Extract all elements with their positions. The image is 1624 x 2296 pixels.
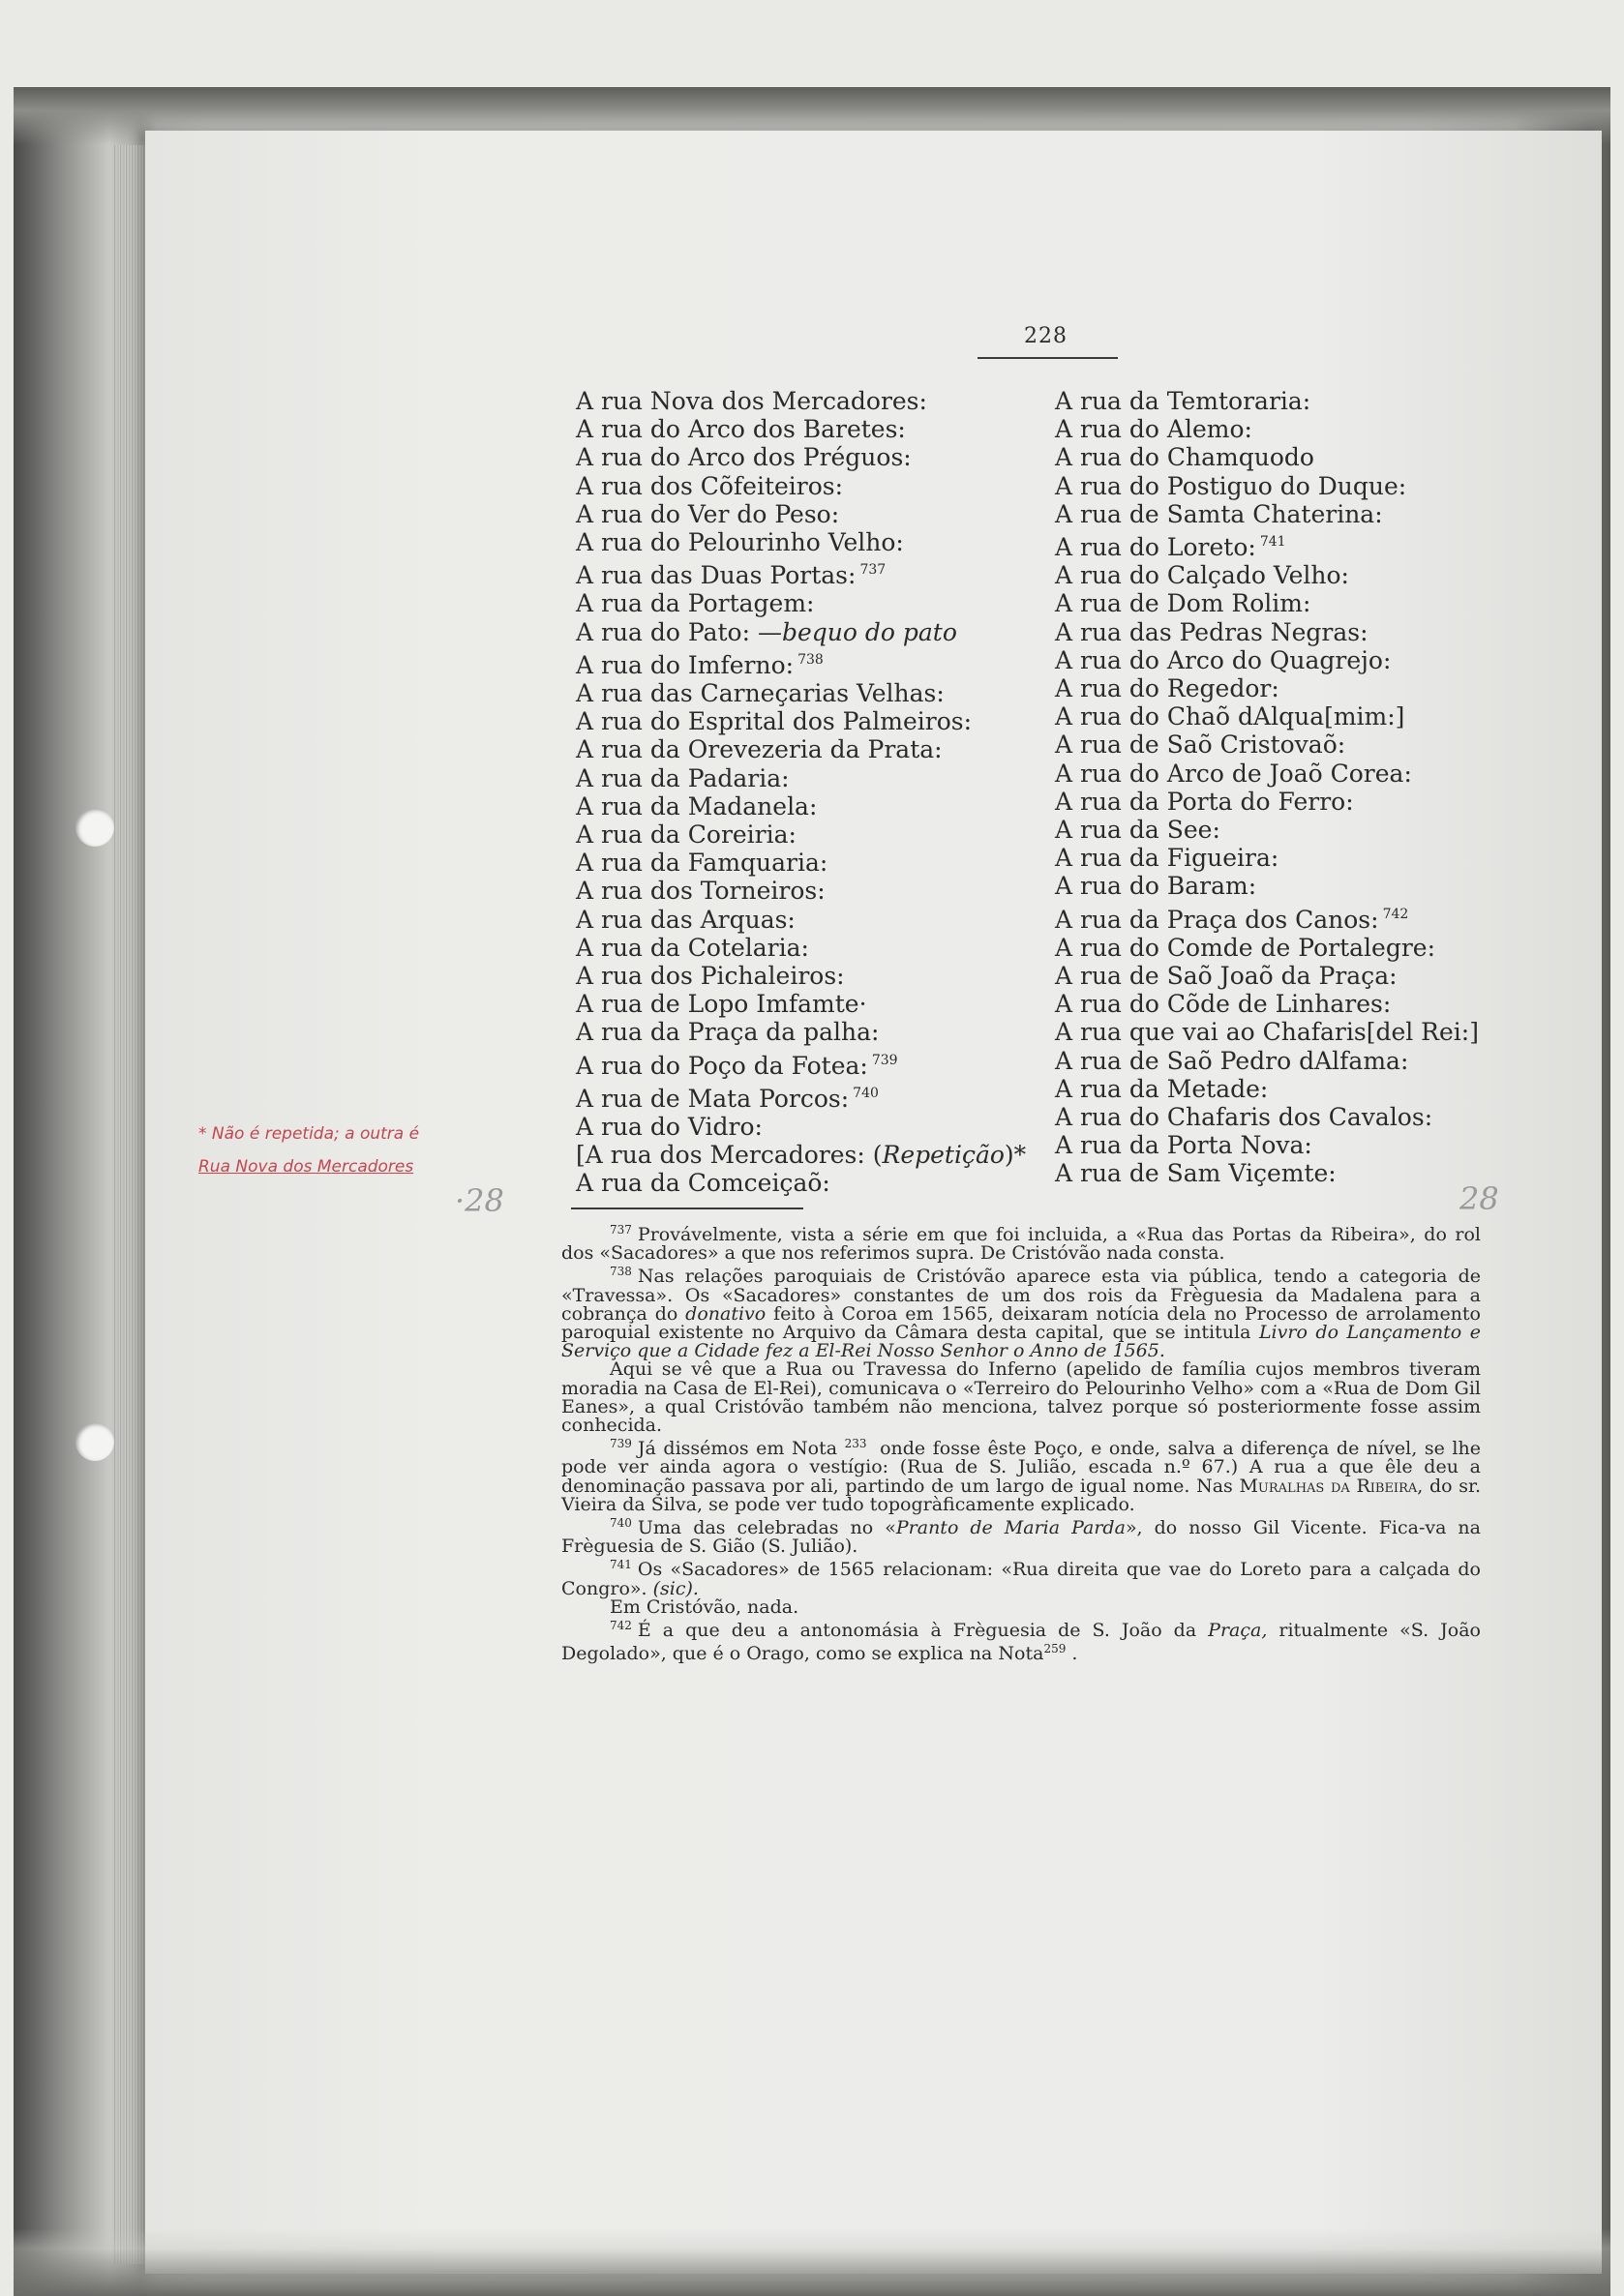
- street-entry: A rua que vai ao Chafaris[del Rei:]: [1055, 1018, 1479, 1047]
- footnote-738-continued: Aqui se vê que a Rua ou Travessa do Inferno (apelido de família cujos membros tiveram moradia na Casa de El-Rei), comunicava o «Terreiro do Pelourinho Velho» com a «Rua de Dom Gil Eanes», a qual Cristóvão também não menciona, talvez porque só posteriormente fosse assim conhecida.: [561, 1358, 1481, 1437]
- footnote-ref: 740: [853, 1085, 879, 1101]
- footnote-740: $^{740}$ Uma das celebradas no «Pranto de Maria Parda», do nosso Gil Vicente. Fica-va na Frèguesia de S. Gião (S. Julião).: [561, 1516, 1482, 1558]
- street-entry: A rua do Regedor:: [1055, 674, 1279, 703]
- street-entry: A rua do Comde de Portalegre:: [1055, 933, 1436, 962]
- street-entry: A rua dos Torneiros:: [576, 877, 826, 906]
- street-entry: A rua do Poço da Fotea: $^{739}$: [576, 1051, 898, 1080]
- street-entry: A rua do Ver do Peso:: [576, 499, 840, 528]
- street-entry: A rua da Metade:: [1055, 1074, 1269, 1103]
- frame-shadow-bottom: [14, 2228, 1610, 2296]
- street-entry: A rua de Dom Rolim:: [1055, 589, 1311, 618]
- footnote-ref: 739: [871, 1052, 898, 1068]
- page-number-rule: [977, 357, 1118, 359]
- street-entry: A rua da Temtoraria:: [1055, 387, 1311, 415]
- street-entry: A rua do Esprital dos Palmeiros:: [576, 707, 973, 736]
- street-entry: A rua da Orevezeria da Prata:: [576, 735, 943, 764]
- street-entry: A rua do Pato: —bequo do pato: [576, 617, 957, 646]
- street-entry: A rua do Chamquodo: [1055, 443, 1314, 472]
- street-entry: A rua da Cotelaria:: [576, 933, 809, 962]
- street-entry: A rua do Vidro:: [576, 1113, 763, 1142]
- street-entry: A rua da Comceiçaõ:: [576, 1169, 830, 1198]
- street-entry: A rua da Coreiria:: [576, 820, 797, 850]
- street-entry: A rua do Arco de Joaõ Corea:: [1055, 759, 1412, 788]
- street-entry: A rua Nova dos Mercadores:: [576, 387, 927, 415]
- footnote-742: $^{742}$ É a que deu a antonomásia à Frèguesia de S. João da Praça, ritualmente «S. João Degolado», que é o Orago, como se explica na Nota$^{259}$ .: [561, 1619, 1481, 1665]
- street-list-left: [576, 387, 1060, 1198]
- street-entry: A rua do Imferno: $^{738}$: [576, 650, 824, 679]
- punch-hole-bottom: [75, 1422, 114, 1461]
- street-entry: A rua do Chaõ dAlqua[mim:]: [1055, 702, 1405, 731]
- street-entry: A rua do Pelourinho Velho:: [576, 528, 904, 557]
- footnote-ref: 737: [859, 562, 887, 579]
- street-entry: A rua do Baram:: [1055, 872, 1257, 901]
- street-entry: A rua de Sam Viçemte:: [1055, 1159, 1337, 1188]
- street-entry: A rua da Porta Nova:: [1055, 1131, 1312, 1160]
- street-list-right: [1055, 387, 1519, 1188]
- street-entry: A rua das Duas Portas: $^{737}$: [576, 561, 887, 590]
- street-entry: A rua do Calçado Velho:: [1055, 561, 1349, 590]
- street-entry: A rua do Loreto: $^{741}$: [1055, 533, 1286, 562]
- footnote-ref: 742: [1382, 906, 1409, 922]
- street-entry: A rua da Madanela:: [576, 791, 818, 820]
- margin-note-line-1: * Não é repetida; a outra é: [198, 1124, 420, 1144]
- street-entry: A rua das Arquas:: [576, 905, 796, 934]
- street-entry: A rua do Alemo:: [1055, 415, 1252, 444]
- margin-note-line-2: Rua Nova dos Mercadores: [198, 1157, 414, 1177]
- footnote-ref: 738: [797, 651, 824, 668]
- street-entry: A rua do Chafaris dos Cavalos:: [1055, 1103, 1433, 1132]
- street-entry: A rua de Lopo Imfamte·: [576, 990, 867, 1019]
- street-entry: A rua da Portagem:: [576, 589, 815, 618]
- page-number: 228: [1024, 324, 1068, 348]
- footnote-739: $^{739}$ Já dissémos em Nota $^{233}$ onde fosse êste Poço, e onde, salva a diferença de nível, se lhe pode ver ainda agora o vestígio: (Rua de S. Julião, escada n.º 67.) A rua a que êle deu a denominação passava por ali, partindo de um largo de igual nome. Nas Muralhas da Ribeira, do sr. Vieira da Silva, se pode ver tudo topogràficamente explicado.: [561, 1437, 1481, 1515]
- street-entry: A rua dos Pichaleiros:: [576, 962, 845, 991]
- footnote-738: $^{738}$ Nas relações paroquiais de Cristóvão aparece esta via pública, tendo a categoria de «Travessa». Os «Sacadores» constantes de um dos rois da Frèguesia da Madalena para a cobrança do donativo feito à Coroa em 1565, deixaram notícia dela no Processo de arrolamento paroquial existente no Arquivo da Câmara desta capital, que se intitula Livro do Lançamento e Serviço que a Cidade fez a El-Rei Nosso Senhor o Anno de 1565.: [561, 1265, 1481, 1362]
- street-entry: A rua da See:: [1055, 816, 1220, 845]
- street-entry: A rua da Praça dos Canos: $^{742}$: [1055, 905, 1409, 934]
- street-entry: A rua do Arco do Quagrejo:: [1055, 645, 1392, 674]
- street-entry: A rua da Padaria:: [576, 763, 790, 792]
- pencil-mark-left: ·28: [455, 1182, 504, 1219]
- footnote-ref: 741: [1259, 534, 1286, 551]
- street-entry: A rua de Mata Porcos: $^{740}$: [576, 1084, 879, 1113]
- pencil-mark-right: 28: [1459, 1180, 1499, 1217]
- street-entry: A rua da Famquaria:: [576, 849, 828, 878]
- street-entry: [A rua dos Mercadores: (Repetição)*: [576, 1141, 1027, 1170]
- street-entry: A rua da Praça da palha:: [576, 1018, 880, 1047]
- street-entry: A rua das Pedras Negras:: [1055, 617, 1368, 646]
- punch-hole-top: [75, 808, 114, 847]
- street-entry: A rua das Carneçarias Velhas:: [576, 679, 945, 708]
- street-entry: A rua de Samta Chaterina:: [1055, 499, 1383, 528]
- footnote-741-continued: Em Cristóvão, nada.: [610, 1595, 799, 1618]
- street-entry: A rua dos Cõfeiteiros:: [576, 471, 844, 500]
- footnotes-rule: [571, 1208, 803, 1209]
- footnotes: [561, 1221, 1481, 1663]
- street-entry: A rua de Saõ Cristovaõ:: [1055, 731, 1346, 760]
- street-entry: A rua do Arco dos Préguos:: [576, 443, 912, 472]
- footnote-741: $^{741}$ Os «Sacadores» de 1565 relacionam: «Rua direita que vae do Loreto para a calçada do Congro». (sic).: [561, 1558, 1481, 1599]
- street-entry: A rua do Cõde de Linhares:: [1055, 990, 1392, 1019]
- street-entry: A rua de Saõ Joaõ da Praça:: [1055, 962, 1398, 991]
- street-entry: A rua da Figueira:: [1055, 844, 1279, 873]
- street-entry: A rua do Postiguo do Duque:: [1055, 471, 1407, 500]
- handwritten-margin-note: [198, 1118, 489, 1183]
- street-entry: A rua do Arco dos Baretes:: [576, 415, 906, 444]
- street-entry: A rua de Saõ Pedro dAlfama:: [1055, 1046, 1409, 1075]
- footnote-737: $^{737}$ Provávelmente, vista a série em que foi incluida, a «Rua das Portas da Ribeira», do rol dos «Sacadores» a que nos referimos supra. De Cristóvão nada consta.: [561, 1223, 1481, 1265]
- street-entry: A rua da Porta do Ferro:: [1055, 787, 1354, 816]
